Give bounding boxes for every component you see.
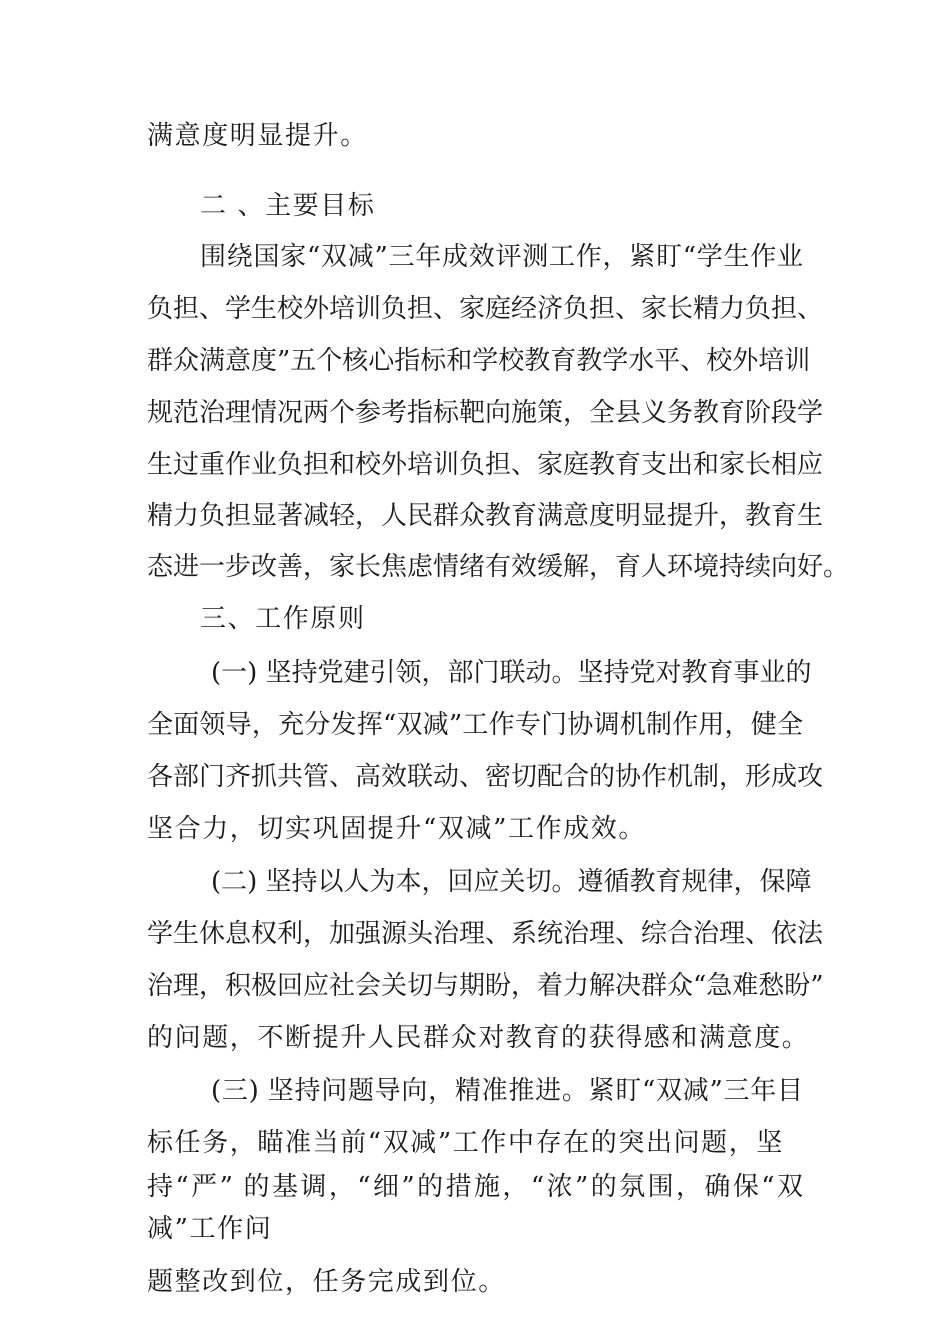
text-line: (二) 坚持以人为本，回应关切。遵循教育规律，保障	[211, 867, 812, 897]
text-line: (三) 坚持问题导向，精准推进。紧盯“双减”三年目	[211, 1076, 803, 1106]
text-line: 生过重作业负担和校外培训负担、家庭教育支出和家长相应	[147, 450, 824, 480]
section-heading: 二 、主要目标	[200, 191, 376, 221]
text-line: 负担、学生校外培训负担、家庭经济负担、家长精力负担、	[147, 294, 824, 324]
text-line: 学生休息权利，加强源头治理、系统治理、综合治理、依法	[147, 919, 824, 949]
text-line: 规范治理情况两个参考指标靶向施策，全县义务教育阶段学	[147, 398, 824, 428]
text-line: 减”工作问	[147, 1214, 273, 1244]
section-heading: 三、工作原则	[200, 604, 366, 634]
text-line: 坚合力，切实巩固提升“双减”工作成效。	[147, 814, 646, 844]
text-line: 态进一步改善，家长焦虑情绪有效缓解，育人环境持续向好。	[147, 552, 850, 582]
text-line: 题整改到位，任务完成到位。	[147, 1267, 506, 1297]
text-line: 群众满意度”五个核心指标和学校教育教学水平、校外培训	[147, 346, 811, 376]
text-line: (一) 坚持党建引领，部门联动。坚持党对教育事业的	[211, 658, 812, 688]
text-line: 持“严” 的基调，“细”的措施，“浓”的氛围，确保“双	[147, 1172, 803, 1202]
text-line: 治理，积极回应社会关切与期盼，着力解决群众“急难愁盼”	[147, 971, 824, 1001]
text-line: 满意度明显提升。	[147, 121, 368, 151]
text-line: 全面领导，充分发挥“双减”工作专门协调机制作用，健全	[147, 710, 803, 740]
text-line: 精力负担显著减轻，人民群众教育满意度明显提升，教育生	[147, 501, 824, 531]
text-line: 的问题，不断提升人民群众对教育的获得感和满意度。	[147, 1023, 810, 1053]
text-line: 各部门齐抓共管、高效联动、密切配合的协作机制，形成攻	[147, 762, 824, 792]
text-line: 标任务，瞄准当前“双减”工作中存在的突出问题，坚	[147, 1128, 784, 1158]
text-line: 围绕国家“双减”三年成效评测工作，紧盯“学生作业	[200, 242, 803, 272]
